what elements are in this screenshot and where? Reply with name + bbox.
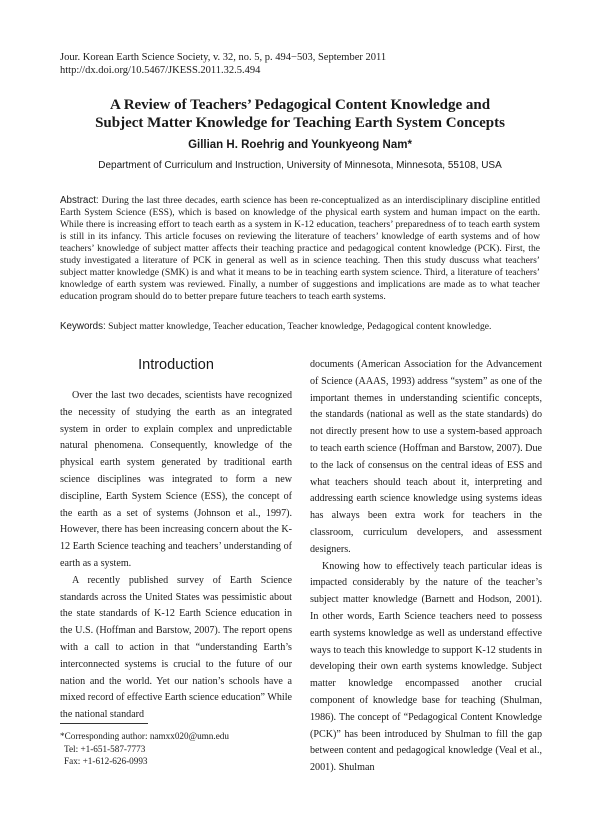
affiliation: Department of Curriculum and Instruction, University of Minnesota, Minnesota, 55108, USA bbox=[98, 160, 502, 171]
right-column bbox=[310, 357, 542, 777]
footnote-divider bbox=[60, 723, 148, 724]
keywords-label: Keywords: bbox=[60, 321, 106, 332]
paper-title bbox=[40, 96, 560, 132]
paragraph: A recently published survey of Earth Science standards across the United States was pessimistic about the state standards of K-12 Earth Science education in the U.S. (Hoffman and Barstow, 2007). The report opens with a call to action in that “understanding Earth’s interconnected systems is crucial to the future of our nation and the world. Yet our nation’s schools have a mixed record of effective Earth science education” While the national standard bbox=[60, 574, 292, 721]
section-heading-introduction: Introduction bbox=[138, 357, 214, 373]
abstract-label: Abstract: bbox=[60, 195, 99, 206]
footnote bbox=[60, 730, 229, 768]
left-column bbox=[60, 388, 292, 724]
journal-citation: Jour. Korean Earth Science Society, v. 32, no. 5, p. 494−503, September 2011 bbox=[60, 52, 387, 63]
keywords-text: Subject matter knowledge, Teacher education, Teacher knowledge, Pedagogical content knowledge. bbox=[105, 321, 492, 332]
title-line-1: A Review of Teachers’ Pedagogical Content Knowledge and bbox=[109, 97, 491, 113]
doi-link[interactable]: http://dx.doi.org/10.5467/JKESS.2011.32.5.494 bbox=[60, 64, 261, 76]
journal-header bbox=[60, 52, 386, 77]
paragraph: Knowing how to effectively teach particular ideas is impacted considerably by the nature of the teacher’s subject matter knowledge (Barnett and Hodson, 2001). In other words, Earth Science teachers need to possess earth systems knowledge as well as understand effective ways to teach this knowledge to support K-12 students in developing their own earth systems knowledge. Subject matter knowledge encompassed another crucial component of knowledge base for teaching (Shulman, 1986). The concept of “Pedagogical Content Knowledge (PCK)” has been introduced by Shulman to fill the gap between content and pedagogical knowledge (Veal et al., 2001). Shulman bbox=[310, 560, 542, 774]
corresponding-author: *Corresponding author: namxx020@umn.edu bbox=[60, 731, 229, 741]
author-list: Gillian H. Roehrig and Younkyeong Nam* bbox=[188, 139, 412, 151]
paragraph: Over the last two decades, scientists have recognized the necessity of studying the earth as an integrated system in order to explain complex and unpredictable natural phenomena. Consequently, knowledge of the physical earth system generated by traditional earth science disciplines was integrated to form a new discipline, Earth System Science (ESS), the concept of the earth as a set of systems (Johnson et al., 1997). However, there has been increasing concern about the K-12 Earth Science teaching and teachers’ understanding of earth as a system. bbox=[60, 390, 292, 569]
abstract bbox=[60, 195, 540, 303]
fax: Fax: +1-612-626-0993 bbox=[64, 756, 148, 766]
title-line-2: Subject Matter Knowledge for Teaching Earth System Concepts bbox=[95, 115, 505, 131]
keywords bbox=[60, 321, 540, 333]
abstract-text: During the last three decades, earth science has been re-conceptualized as an interdisciplinary discipline entitled Earth System Science (ESS), which is based on knowledge of the physical earth system and human impact on the earth. While there is increasing effort to teach earth as a system in K-12 education, teachers’ preparedness of to teach earth system is still in its infancy. This article focuses on reviewing the literature of teachers’ knowledge of earth systems and of how teachers’ knowledge of subject matter affects their teaching practice and pedagogical content knowledge (PCK). First, the study investigated a literature of PCK in general as well as in science teaching. Then this study duscuss what teachers’ subject matter knowledge (SMK) is and what it means to be in teaching earth system science. Third, a literature of teachers’ knowledge of earth system was reviewed. Finally, a number of suggestions and implications are made as to what teacher education program should do to better prepare future teachers to teach earth systems. bbox=[60, 195, 540, 302]
telephone: Tel: +1-651-587-7773 bbox=[64, 743, 146, 754]
paragraph: documents (American Association for the Advancement of Science (AAAS, 1993) address “system” as one of the important themes in understanding scientific concepts, the standards (national as well as the state standards) do not directly present how to use a system-based approach to teach earth science (Hoffman and Barstow, 2007). Due to the lack of consensus on the central ideas of ESS and what teachers should teach about it, interpreting and addressing earth science knowledge using systems ideas has always been extra work for teachers in the classroom, curriculum developers, and assessment designers. bbox=[310, 359, 542, 555]
